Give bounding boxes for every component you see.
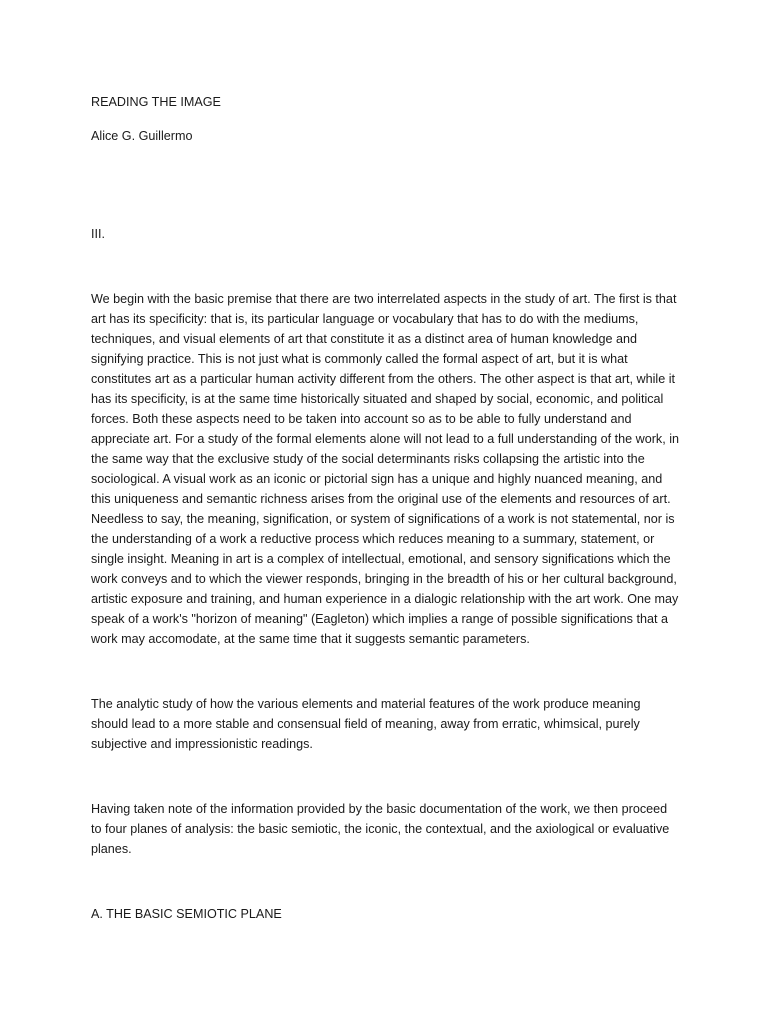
body-paragraph: We begin with the basic premise that there are two interrelated aspects in the study of art. The first is that art has its specificity: that is, its particular language or vocabulary that has to do with the mediums, techniques, and visual elements of art that constitute it as a distinct area of human knowledge and signifying practice. This is not just what is commonly called the formal aspect of art, but it is what constitutes art as a particular human activity different from the others. The other aspect is that art, while it has its specificity, is at the same time historically situated and shaped by social, economic, and political forces. Both these aspects need to be taken into account so as to be able to fully understand and appreciate art. For a study of the formal elements alone will not lead to a full understanding of the work, in the same way that the exclusive study of the social determinants risks collapsing the artistic into the sociological. A visual work as an iconic or pictorial sign has a unique and highly nuanced meaning, and this uniqueness and semantic richness arises from the original use of the elements and resources of art. Needless to say, the meaning, signification, or system of significations of a work is not statemental, nor is the understanding of a work a reductive process which reduces meaning to a summary, statement, or single insight. Meaning in art is a complex of intellectual, emotional, and sensory significations which the work conveys and to which the viewer responds, bringing in the breadth of his or her cultural background, artistic exposure and training, and human experience in a dialogic relationship with the art work. One may speak of a work's "horizon of meaning" (Eagleton) which implies a range of possible significations that a work may accomodate, at the same time that it suggests semantic parameters. bbox=[91, 292, 680, 646]
section-heading: A. THE BASIC SEMIOTIC PLANE bbox=[91, 907, 282, 921]
section-number: III. bbox=[91, 227, 105, 241]
document-title: READING THE IMAGE bbox=[91, 95, 221, 109]
body-paragraph: The analytic study of how the various elements and material features of the work produce meaning should lead to a more stable and consensual field of meaning, away from erratic, whimsical, purely subjective and impressionistic readings. bbox=[91, 697, 641, 751]
body-paragraph: Having taken note of the information provided by the basic documentation of the work, we then proceed to four planes of analysis: the basic semiotic, the iconic, the contextual, and the axiological or evaluative planes. bbox=[91, 802, 670, 856]
author-name: Alice G. Guillermo bbox=[91, 129, 193, 143]
